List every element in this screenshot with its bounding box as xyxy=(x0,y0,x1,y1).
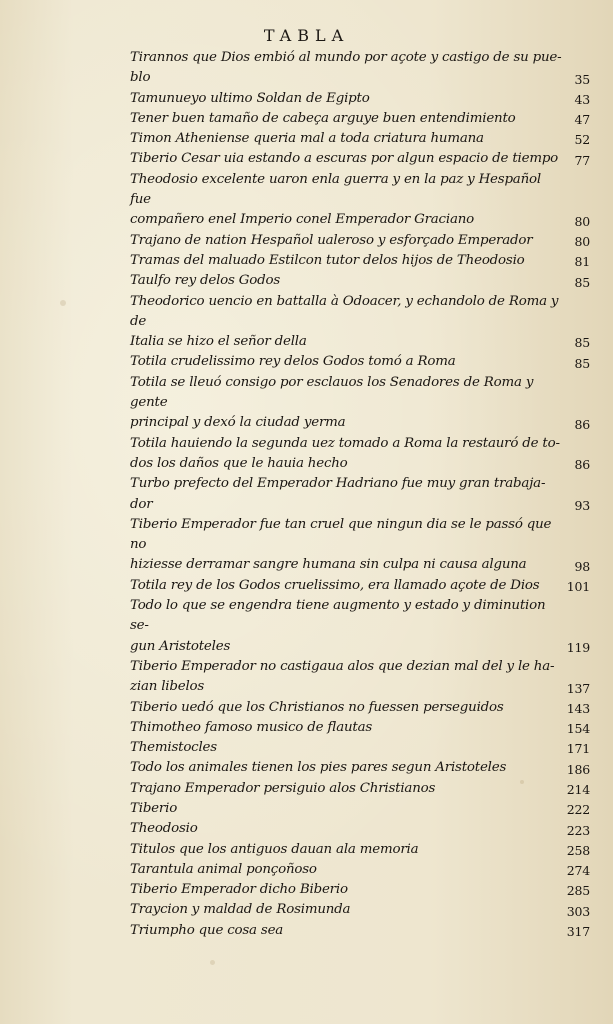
entry-page-number: 101 xyxy=(566,579,590,595)
index-entry xyxy=(130,576,592,596)
entry-page-number: 258 xyxy=(566,842,590,858)
index-entry xyxy=(130,149,592,169)
index-entry xyxy=(130,779,592,799)
entry-page-number: 43 xyxy=(574,91,590,107)
entry-page-number: 303 xyxy=(566,903,590,919)
entry-text: Tiberio Emperador dicho Biberio xyxy=(130,882,348,898)
entry-text: Tiberio uedó que los Christianos no fuessen perseguidos xyxy=(130,699,504,715)
entry-text: Tiberio xyxy=(130,800,178,816)
entry-text: Tiberio Emperador fue tan cruel que ningun dia se le passó que no hiziesse derramar sangre humana sin culpa ni causa alguna xyxy=(130,516,552,573)
entry-page-number: 81 xyxy=(574,254,590,270)
index-entry xyxy=(130,109,592,129)
entry-page-number: 154 xyxy=(566,721,590,737)
entry-text: Tamunueyo ultimo Soldan de Egipto xyxy=(130,90,370,106)
index-entries xyxy=(130,48,592,941)
entry-text: Theodorico uencio en battalla à Odoacer, y echandolo de Roma y de Italia se hizo el señor della xyxy=(130,293,559,350)
index-entry xyxy=(130,657,592,698)
entry-text: Tener buen tamaño de cabeça arguye buen entendimiento xyxy=(130,110,516,126)
entry-page-number: 85 xyxy=(574,355,590,371)
entry-text: Theodosio excelente uaron enla guerra y en la paz y Hespañol fue compañero enel Imperio conel Emperador Graciano xyxy=(130,171,541,228)
entry-text: Turbo prefecto del Emperador Hadriano fue muy gran trabaja- dor xyxy=(130,476,546,512)
index-entry xyxy=(130,373,592,434)
page-header: TABLA xyxy=(263,26,350,45)
entry-page-number: 86 xyxy=(574,416,590,432)
entry-page-number: 137 xyxy=(566,680,590,696)
index-entry xyxy=(130,799,592,819)
entry-text: Tiberio Cesar uia estando a escuras por algun espacio de tiempo xyxy=(130,151,559,167)
entry-page-number: 274 xyxy=(566,863,590,879)
index-entry xyxy=(130,738,592,758)
index-entry xyxy=(130,434,592,475)
entry-text: Tramas del maluado Estilcon tutor delos hijos de Theodosio xyxy=(130,252,525,268)
entry-page-number: 80 xyxy=(574,213,590,229)
entry-text: Totila crudelissimo rey delos Godos tomó a Roma xyxy=(130,354,456,370)
paper-stain xyxy=(210,960,215,965)
entry-text: Triumpho que cosa sea xyxy=(130,922,284,938)
index-entry xyxy=(130,292,592,353)
entry-text: Trajano de nation Hespañol ualeroso y esforçado Emperador xyxy=(130,232,533,248)
index-entry xyxy=(130,840,592,860)
entry-page-number: 143 xyxy=(566,700,590,716)
index-entry xyxy=(130,271,592,291)
index-entry xyxy=(130,819,592,839)
entry-page-number: 85 xyxy=(574,335,590,351)
index-entry xyxy=(130,515,592,576)
entry-page-number: 285 xyxy=(566,883,590,899)
entry-text: Totila rey de los Godos cruelissimo, era llamado açote de Dios xyxy=(130,577,540,593)
index-entry xyxy=(130,860,592,880)
index-entry xyxy=(130,880,592,900)
index-entry xyxy=(130,698,592,718)
entry-page-number: 93 xyxy=(574,497,590,513)
entry-text: Theodosio xyxy=(130,821,198,837)
entry-page-number: 86 xyxy=(574,457,590,473)
entry-page-number: 35 xyxy=(574,71,590,87)
index-entry xyxy=(130,170,592,231)
entry-text: Tirannos que Dios embió al mundo por açote y castigo de su pue- blo xyxy=(130,50,562,86)
index-entry xyxy=(130,129,592,149)
entry-page-number: 85 xyxy=(574,274,590,290)
entry-page-number: 52 xyxy=(574,132,590,148)
entry-text: Trajano Emperador persiguio alos Christianos xyxy=(130,780,436,796)
paper-stain xyxy=(60,300,66,306)
entry-page-number: 80 xyxy=(574,233,590,249)
index-entry xyxy=(130,231,592,251)
index-entry xyxy=(130,921,592,941)
entry-page-number: 171 xyxy=(566,741,590,757)
entry-text: Timon Atheniense queria mal a toda criatura humana xyxy=(130,131,484,147)
index-entry xyxy=(130,48,592,89)
index-entry xyxy=(130,758,592,778)
entry-text: Titulos que los antiguos dauan ala memoria xyxy=(130,841,419,857)
index-entry xyxy=(130,596,592,657)
index-entry xyxy=(130,352,592,372)
index-entry xyxy=(130,251,592,271)
index-entry xyxy=(130,474,592,515)
entry-text: Tarantula animal ponçoñoso xyxy=(130,861,317,877)
entry-text: Thimotheo famoso musico de flautas xyxy=(130,719,373,735)
entry-text: Tiberio Emperador no castigaua alos que dezian mal del y le ha- zian libelos xyxy=(130,658,555,695)
entry-text: Traycion y maldad de Rosimunda xyxy=(130,902,351,918)
entry-text: Todo los animales tienen los pies pares segun Aristoteles xyxy=(130,760,507,776)
entry-page-number: 317 xyxy=(566,924,590,940)
entry-page-number: 214 xyxy=(566,781,590,797)
entry-text: Todo lo que se engendra tiene augmento y estado y diminution se- gun Aristoteles xyxy=(130,598,546,654)
entry-page-number: 119 xyxy=(566,639,590,655)
entry-page-number: 223 xyxy=(566,822,590,838)
index-entry xyxy=(130,89,592,109)
entry-page-number: 98 xyxy=(574,558,590,574)
entry-page-number: 186 xyxy=(566,761,590,777)
entry-page-number: 47 xyxy=(574,112,590,128)
index-entry xyxy=(130,718,592,738)
entry-text: Totila se lleuó consigo por esclauos los Senadores de Roma y gente principal y dexó la ciudad yerma xyxy=(130,374,534,431)
entry-text: Taulfo rey delos Godos xyxy=(130,273,281,289)
entry-page-number: 222 xyxy=(566,802,590,818)
entry-text: Themistocles xyxy=(130,740,217,756)
entry-text: Totila hauiendo la segunda uez tomado a Roma la restauró de to- dos los daños que le hauia hecho xyxy=(130,435,560,471)
index-entry xyxy=(130,900,592,920)
entry-page-number: 77 xyxy=(574,152,590,168)
